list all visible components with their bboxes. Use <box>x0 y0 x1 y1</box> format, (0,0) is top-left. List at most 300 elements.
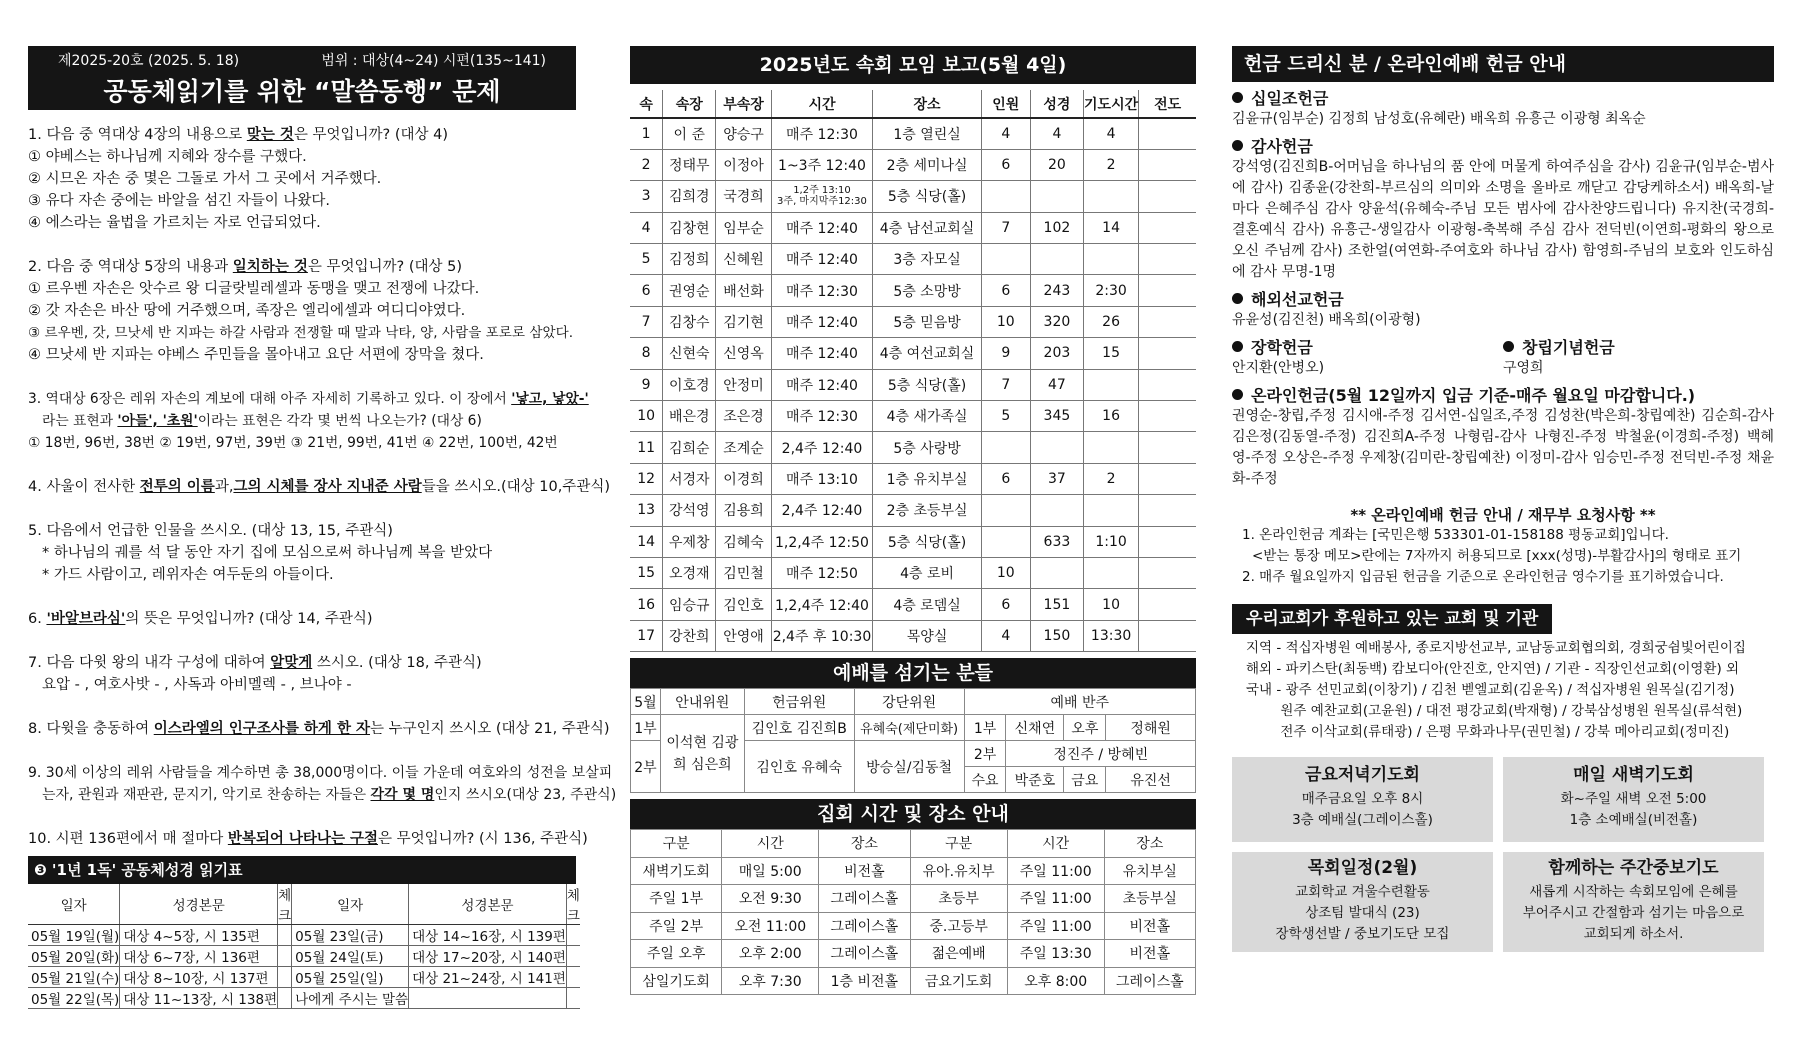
meeting-row <box>630 306 1196 337</box>
meeting-cell <box>1139 495 1196 526</box>
meeting-cell: 오경재 <box>663 557 716 588</box>
meeting-cell: 1,2,4주 12:50 <box>771 526 873 557</box>
schedule-cell: 초등부실 <box>1104 885 1195 913</box>
thanks-section-title <box>1232 136 1774 157</box>
meeting-cell: 안영애 <box>716 620 771 651</box>
meeting-cell <box>981 432 1030 463</box>
meeting-cell <box>1139 557 1196 588</box>
question-1 <box>28 124 576 234</box>
meeting-cell: 우제창 <box>663 526 716 557</box>
q10-keyword: 반복되어 나타나는 구절 <box>227 831 379 847</box>
accompanist-service: 금요 <box>1064 767 1106 793</box>
reading-cell: 05월 24일(토) <box>292 946 409 967</box>
q2-option: ② 갓 자손은 바산 땅에 거주했으며, 족장은 엘리에셀과 여디디야였다. <box>28 303 466 319</box>
box-title: 목회일정(2월) <box>1307 858 1418 878</box>
online-names: 권영순-창립,주정 김시애-주정 김서연-십일조,주정 김성찬(박은희-창립예찬) 김순희-감사 김은정(김동열-주정) 김진희A-주정 나형림-감사 나형진-주정 박철윤(이경희-주정) 백혜영-주정 오상은-주정 우제창(김미란-창립예찬) 이정미-감사 임승민-주정 전덕빈-주정 채윤화-주정 <box>1232 408 1774 487</box>
meeting-cell <box>1030 181 1083 212</box>
meeting-cell: 매주 13:10 <box>771 463 873 494</box>
reading-cell <box>278 925 292 946</box>
meeting-row <box>630 181 1196 212</box>
meeting-cell <box>1139 589 1196 620</box>
meeting-cell: 이경희 <box>716 463 771 494</box>
meeting-cell: 9 <box>630 369 663 400</box>
box-line: 부어주시고 간절함과 섬기는 마음으로 <box>1522 905 1745 921</box>
schedule-cell: 오후 8:00 <box>1007 967 1104 995</box>
q2-text-post: 은 무엇입니까? (대상 5) <box>307 259 463 275</box>
part-1-label: 1부 <box>631 715 661 741</box>
supported-churches-list <box>1232 638 1774 743</box>
meeting-cell: 4 <box>1030 118 1083 149</box>
meeting-cell: 4층 남선교회실 <box>873 212 981 243</box>
meeting-cell: 26 <box>1083 306 1138 337</box>
online-notice-title: ** 온라인예배 헌금 안내 / 재무부 요청사항 ** <box>1350 506 1656 524</box>
supported-churches-title: 우리교회가 후원하고 있는 교회 및 기관 <box>1232 604 1552 634</box>
meeting-cell: 16 <box>1083 401 1138 432</box>
meeting-cell: 5층 식당(홀) <box>873 181 981 212</box>
meeting-cell: 3 <box>630 181 663 212</box>
q10-text-2: 은 무엇입니까? (시 136, 주관식) <box>378 831 588 847</box>
meeting-cell: 양승구 <box>716 118 771 149</box>
reading-header-cell: 체크 <box>278 884 292 925</box>
question-6 <box>28 608 576 630</box>
q3-text: 3. 역대상 6장은 레위 자손의 계보에 대해 아주 자세히 기록하고 있다. 이 장에서 <box>28 391 512 407</box>
box-line: 1층 소예배실(비전홀) <box>1569 812 1698 828</box>
founding-names: 구영희 <box>1503 360 1544 376</box>
scholar-names: 안지환(안병오) <box>1232 360 1325 376</box>
meeting-row <box>630 495 1196 526</box>
meeting-row <box>630 369 1196 400</box>
quiz-column <box>28 46 617 1009</box>
meeting-cell: 강찬희 <box>663 620 716 651</box>
meeting-cell <box>1139 275 1196 306</box>
meeting-row <box>630 463 1196 494</box>
meeting-cell: 김창현 <box>663 212 716 243</box>
meeting-cell <box>1030 432 1083 463</box>
reading-range: 범위 : 대상(4~24) 시편(135~141) <box>321 53 546 69</box>
meeting-cell <box>1083 557 1138 588</box>
question-3 <box>28 388 589 454</box>
schedule-table <box>630 829 1196 995</box>
meeting-row <box>630 338 1196 369</box>
tithe-title: 십일조헌금 <box>1251 89 1329 108</box>
altar-part-2: 방승실/김동철 <box>854 741 964 793</box>
meeting-cell <box>1083 495 1138 526</box>
meeting-cell <box>1139 401 1196 432</box>
q8-text-2: 는 누구인지 쓰시오 (대상 21, 주관식) <box>370 721 610 737</box>
q6-number: 6. <box>28 611 47 627</box>
q9-keyword: 각각 몇 명 <box>370 787 435 803</box>
meeting-cell: 매주 12:30 <box>771 118 873 149</box>
schedule-cell: 오후 2:00 <box>722 940 819 968</box>
meeting-header-cell: 인원 <box>981 90 1030 118</box>
reading-plan-title: ❸ '1년 1독' 공동체성경 읽기표 <box>28 856 576 884</box>
mission-names: 유윤성(김진천) 배옥희(이광형) <box>1232 312 1421 328</box>
meeting-cell: 150 <box>1030 620 1083 651</box>
box-line: 새롭게 시작하는 속회모임에 은혜를 <box>1529 884 1738 900</box>
meeting-header-cell: 시간 <box>771 90 873 118</box>
meeting-cell: 2층 세미나실 <box>873 149 981 180</box>
meeting-cell: 4층 새가족실 <box>873 401 981 432</box>
q9-text-3: 인지 쓰시오(대상 23, 주관식) <box>434 787 617 803</box>
meeting-cell: 김기현 <box>716 306 771 337</box>
q8-text: 8. 다윗을 충동하여 <box>28 721 154 737</box>
q4-keyword-2: 그의 시체를 장사 지내준 사람 <box>233 479 422 495</box>
meeting-cell: 10 <box>981 557 1030 588</box>
offering-header: 헌금위원 <box>744 689 854 715</box>
mission-section-title <box>1232 289 1774 310</box>
church-line: 전주 이삭교회(류태광) / 은평 무화과나무(권민철) / 강북 메아리교회(정미진) <box>1246 724 1730 740</box>
meeting-cell: 강석영 <box>663 495 716 526</box>
meeting-cell: 2 <box>1083 149 1138 180</box>
schedule-cell: 유아.유치부 <box>910 857 1007 885</box>
meeting-row <box>630 149 1196 180</box>
meeting-report-title: 2025년도 속회 모임 보고(5월 4일) <box>630 46 1196 84</box>
meeting-cell: 배선화 <box>716 275 771 306</box>
founding-section-title <box>1503 337 1774 358</box>
meeting-cell: 1층 열린실 <box>873 118 981 149</box>
meeting-cell: 20 <box>1030 149 1083 180</box>
accompanist-service: 1부 <box>964 715 1006 741</box>
box-line: 교회되게 하소서. <box>1583 926 1684 942</box>
meeting-cell: 14 <box>630 526 663 557</box>
meeting-cell: 조계순 <box>716 432 771 463</box>
q9-text-2: 는자, 관원과 재판관, 문지기, 악기로 찬송하는 자들은 <box>42 787 371 803</box>
q2-option: ④ 므낫세 반 지파는 야베스 주민들을 몰아내고 요단 서편에 장막을 쳤다. <box>28 347 484 363</box>
meeting-cell: 이정아 <box>716 149 771 180</box>
usher-header: 안내위원 <box>660 689 744 715</box>
schedule-row <box>631 940 1196 968</box>
reading-cell: 나에게 주시는 말씀 <box>292 988 409 1009</box>
dawn-prayer-box <box>1503 757 1764 842</box>
q3-text-3: 이라는 표현은 각각 몇 번씩 나오는가? (대상 6) <box>197 413 482 429</box>
meeting-cell <box>1139 181 1196 212</box>
q1-option: ② 시므온 자손 중 몇은 그돌로 가서 그 곳에서 거주했다. <box>28 171 382 187</box>
meeting-cell: 6 <box>981 463 1030 494</box>
meeting-cell: 임승규 <box>663 589 716 620</box>
meeting-cell: 매주 12:30 <box>771 401 873 432</box>
meeting-cell: 47 <box>1030 369 1083 400</box>
meeting-report-table <box>630 90 1196 652</box>
box-line: 장학생선발 / 중보기도단 모집 <box>1275 926 1450 942</box>
schedule-header-cell: 구분 <box>910 830 1007 858</box>
tithe-section-title <box>1232 88 1774 109</box>
meeting-cell: 2,4주 후 10:30 <box>771 620 873 651</box>
schedule-header-cell: 시간 <box>1007 830 1104 858</box>
meeting-cell: 2,4주 12:40 <box>771 432 873 463</box>
offering-part-1: 김인호 김진희B <box>744 715 854 741</box>
meeting-cell: 2 <box>1083 463 1138 494</box>
schedule-cell: 오전 11:00 <box>722 912 819 940</box>
meeting-cell <box>1139 118 1196 149</box>
meeting-cell: 1 <box>630 118 663 149</box>
reading-header-cell: 일자 <box>292 884 409 925</box>
schedule-row <box>631 912 1196 940</box>
schedule-cell: 금요기도회 <box>910 967 1007 995</box>
meeting-cell: 4층 로뎀실 <box>873 589 981 620</box>
meeting-cell: 4 <box>630 212 663 243</box>
schedule-row <box>631 885 1196 913</box>
meeting-cell: 15 <box>1083 338 1138 369</box>
schedule-header-cell: 장소 <box>819 830 910 858</box>
reading-row <box>28 967 580 988</box>
box-line: 교회학교 겨울수련활동 <box>1295 884 1430 900</box>
worship-servers-table <box>630 688 1196 793</box>
meeting-cell: 10 <box>1083 589 1138 620</box>
church-line: 지역 - 적십자병원 예배봉사, 종로지방선교부, 교남동교회협의회, 경희궁쉼빛어린이집 <box>1246 640 1746 656</box>
meeting-cell <box>1083 432 1138 463</box>
meeting-cell: 11 <box>630 432 663 463</box>
meeting-cell <box>981 495 1030 526</box>
issue-number: 제2025-20호 (2025. 5. 18) <box>58 53 240 69</box>
meeting-cell: 1~3주 12:40 <box>771 149 873 180</box>
meeting-cell: 6 <box>981 149 1030 180</box>
reading-cell <box>409 988 567 1009</box>
worship-servers-title: 예배를 섬기는 분들 <box>630 658 1196 688</box>
schedule-cell: 주일 오후 <box>631 940 722 968</box>
accompanist-service: 오후 <box>1064 715 1106 741</box>
q2-option: ① 르우벤 자손은 앗수르 왕 디글랏빌레셀과 동맹을 맺고 전쟁에 나갔다. <box>28 281 480 297</box>
meeting-cell: 4 <box>981 620 1030 651</box>
schedule-cell: 그레이스홀 <box>819 912 910 940</box>
reading-cell: 대상 4~5장, 시 135편 <box>120 925 278 946</box>
weekly-prayer-box <box>1503 852 1764 952</box>
meeting-cell: 2:30 <box>1083 275 1138 306</box>
meeting-cell <box>1030 557 1083 588</box>
meeting-cell: 서경자 <box>663 463 716 494</box>
schedule-cell: 젊은예배 <box>910 940 1007 968</box>
meeting-header-cell: 장소 <box>873 90 981 118</box>
meeting-cell: 이 준 <box>663 118 716 149</box>
meeting-cell: 권영순 <box>663 275 716 306</box>
meeting-cell: 6 <box>981 589 1030 620</box>
meeting-cell <box>1139 432 1196 463</box>
accompanist-name: 유진선 <box>1106 767 1196 793</box>
q5-hint: * 하나님의 궤를 석 달 동안 자기 집에 모심으로써 하나님께 복을 받았다 <box>42 545 493 561</box>
meeting-cell: 203 <box>1030 338 1083 369</box>
meeting-cell: 매주 12:40 <box>771 369 873 400</box>
meeting-cell: 5 <box>981 401 1030 432</box>
q1-option: ④ 에스라는 율법을 가르치는 자로 언급되었다. <box>28 215 321 231</box>
meeting-cell: 10 <box>630 401 663 432</box>
meeting-cell: 김혜숙 <box>716 526 771 557</box>
meeting-cell: 4층 로비 <box>873 557 981 588</box>
meeting-cell: 김인호 <box>716 589 771 620</box>
q7-text-2: 쓰시오. (대상 18, 주관식) <box>312 655 482 671</box>
q4-text-3: 들을 쓰시오.(대상 10,주관식) <box>421 479 610 495</box>
meeting-cell: 5층 식당(홀) <box>873 369 981 400</box>
reading-header-cell: 일자 <box>28 884 120 925</box>
reading-header-cell: 성경본문 <box>120 884 278 925</box>
reading-cell <box>278 988 292 1009</box>
schedule-cell: 비전홀 <box>1104 912 1195 940</box>
meeting-cell: 243 <box>1030 275 1083 306</box>
schedule-title: 집회 시간 및 장소 안내 <box>630 799 1196 829</box>
meeting-cell <box>1139 369 1196 400</box>
q5-hint: * 가드 사람이고, 레위자손 여두둔의 아들이다. <box>42 567 334 583</box>
meeting-cell: 정태무 <box>663 149 716 180</box>
q2-keyword: 일치하는 것 <box>232 259 308 275</box>
meeting-cell: 1:10 <box>1083 526 1138 557</box>
reading-row <box>28 988 580 1009</box>
meeting-cell: 매주 12:30 <box>771 275 873 306</box>
meeting-cell: 5층 소망방 <box>873 275 981 306</box>
meeting-cell <box>1083 369 1138 400</box>
q6-text: 의 뜻은 무엇입니까? (대상 14, 주관식) <box>125 611 373 627</box>
meeting-cell: 매주 12:40 <box>771 306 873 337</box>
meeting-cell: 5층 사랑방 <box>873 432 981 463</box>
reading-cell: 05월 22일(목) <box>28 988 120 1009</box>
q6-keyword: '바알브라심' <box>46 611 126 627</box>
reading-cell: 대상 8~10장, 시 137편 <box>120 967 278 988</box>
reading-cell <box>566 925 580 946</box>
meeting-cell: 국경희 <box>716 181 771 212</box>
meeting-row <box>630 620 1196 651</box>
box-line: 화~주일 새벽 오전 5:00 <box>1560 791 1707 807</box>
meeting-column <box>630 46 1196 995</box>
schedule-row <box>631 857 1196 885</box>
schedule-cell: 주일 1부 <box>631 885 722 913</box>
scholar-founding-row <box>1232 331 1774 379</box>
meeting-cell <box>981 526 1030 557</box>
meeting-cell: 6 <box>630 275 663 306</box>
meeting-cell: 345 <box>1030 401 1083 432</box>
notice-line: 1. 온라인헌금 계좌는 [국민은행 533301-01-158188 평동교회]입니다. <box>1242 527 1669 543</box>
church-line: 국내 - 광주 선민교회(이창기) / 김천 벧엘교회(김윤옥) / 적십자병원 원목실(김기정) <box>1246 682 1735 698</box>
mission-title: 해외선교헌금 <box>1251 290 1344 309</box>
meeting-cell: 신현숙 <box>663 338 716 369</box>
schedule-cell: 중.고등부 <box>910 912 1007 940</box>
usher-names: 이석현 김광희 심은희 <box>660 715 744 793</box>
meeting-header-cell: 성경 <box>1030 90 1083 118</box>
meeting-cell: 4 <box>1083 118 1138 149</box>
accompanist-service: 2부 <box>964 741 1006 767</box>
altar-part-1: 유혜숙(제단미화) <box>854 715 964 741</box>
info-boxes <box>1232 757 1774 952</box>
reading-cell <box>566 946 580 967</box>
reading-plan-table <box>28 884 580 1009</box>
schedule-cell: 새벽기도회 <box>631 857 722 885</box>
schedule-cell: 삼일기도회 <box>631 967 722 995</box>
meeting-cell: 김민철 <box>716 557 771 588</box>
question-10 <box>28 828 588 850</box>
q8-keyword: 이스라엘의 인구조사를 하게 한 자 <box>153 721 371 737</box>
meeting-cell: 목양실 <box>873 620 981 651</box>
meeting-header-cell: 속장 <box>663 90 716 118</box>
meeting-cell: 7 <box>981 212 1030 243</box>
online-title: 온라인헌금(5월 12일까지 입금 기준-매주 월요일 마감합니다.) <box>1251 386 1696 405</box>
meeting-cell: 매주 12:40 <box>771 338 873 369</box>
reading-cell: 대상 11~13장, 시 138편 <box>120 988 278 1009</box>
question-5 <box>28 520 576 586</box>
schedule-cell: 유치부실 <box>1104 857 1195 885</box>
schedule-cell: 매일 5:00 <box>722 857 819 885</box>
accompanist-name: 박준호 <box>1006 767 1064 793</box>
meeting-cell: 320 <box>1030 306 1083 337</box>
meeting-cell: 신혜원 <box>716 244 771 275</box>
bullet-icon <box>1232 140 1243 151</box>
reading-header-cell: 체크 <box>566 884 580 925</box>
meeting-cell: 10 <box>981 306 1030 337</box>
meeting-cell <box>1030 495 1083 526</box>
meeting-cell: 2층 초등부실 <box>873 495 981 526</box>
part-2-label: 2부 <box>631 741 661 793</box>
church-line: 원주 예찬교회(고윤원) / 대전 평강교회(박재형) / 강북삼성병원 원목실(류석현) <box>1246 703 1743 719</box>
q2-option: ③ 르우벤, 갓, 므낫세 반 지파는 하갈 사람과 전쟁할 때 말과 낙타, 양, 사람을 포로로 삼았다. <box>28 325 574 341</box>
online-notice-list <box>1232 525 1774 588</box>
schedule-cell: 주일 11:00 <box>1007 885 1104 913</box>
question-7 <box>28 652 576 696</box>
bullet-icon <box>1232 389 1243 400</box>
box-line: 3층 예배실(그레이스홀) <box>1292 812 1433 828</box>
q5-text: 5. 다음에서 언급한 인물을 쓰시오. (대상 13, 15, 주관식) <box>28 523 393 539</box>
meeting-cell: 9 <box>981 338 1030 369</box>
meeting-cell: 김희경 <box>663 181 716 212</box>
q3-keyword-2: '아들', '초원' <box>117 413 198 429</box>
meeting-cell: 633 <box>1030 526 1083 557</box>
thanks-title: 감사헌금 <box>1251 137 1313 156</box>
schedule-row <box>631 967 1196 995</box>
reading-cell: 대상 17~20장, 시 140편 <box>409 946 567 967</box>
q4-text: 4. 사울이 전사한 <box>28 479 140 495</box>
q9-text: 9. 30세 이상의 레위 사람들을 계수하면 총 38,000명이다. 이들 가운데 여호와의 성전을 보살피 <box>28 765 613 781</box>
meeting-cell <box>1139 526 1196 557</box>
reading-cell: 대상 6~7장, 시 136편 <box>120 946 278 967</box>
meeting-cell: 1층 유치부실 <box>873 463 981 494</box>
accompanist-header: 예배 반주 <box>964 689 1195 715</box>
meeting-cell <box>1139 212 1196 243</box>
thanks-names: 강석영(김진희B-어머님을 하나님의 품 안에 머물게 하여주심을 감사) 김윤규(임부순-범사에 감사) 김종윤(강찬희-부르심의 의미와 소명을 올바로 깨닫고 감당케하소서) 배옥희-날마다 은혜주심 감사 양윤석(유혜숙-주님 모든 범사에 감사찬양드립니다) 유지찬(국경희-결혼예식 감사) 유흥근-생일감사 이광형-축복해 주심 감사 전덕빈(이연희-평화의 왕으로 오신 주님께 감사) 조한얼(여연화-주여호와 하나님 감사) 함영희-주님의 보호와 인도하심에 감사 무명-1명 <box>1232 159 1774 280</box>
meeting-cell: 매주 12:40 <box>771 212 873 243</box>
meeting-row <box>630 244 1196 275</box>
meeting-cell: 1,2,4주 12:40 <box>771 589 873 620</box>
meeting-cell <box>1139 620 1196 651</box>
meeting-row <box>630 526 1196 557</box>
meeting-cell: 신영옥 <box>716 338 771 369</box>
church-line: 해외 - 파키스탄(최동백) 캄보디아(안진호, 안지연) / 기관 - 직장인선교회(이영환) 외 <box>1246 661 1740 677</box>
schedule-cell: 초등부 <box>910 885 1007 913</box>
question-4 <box>28 476 610 498</box>
tithe-names: 김윤규(임부순) 김정희 남성호(유혜란) 배옥희 유흥근 이광형 최옥순 <box>1232 111 1646 127</box>
meeting-cell: 5층 믿음방 <box>873 306 981 337</box>
box-title: 매일 새벽기도회 <box>1573 765 1694 785</box>
box-line: 매주금요일 오후 8시 <box>1301 791 1424 807</box>
box-title: 금요저녁기도회 <box>1305 765 1420 785</box>
notice-line: 2. 매주 월요일까지 입금된 헌금을 기준으로 온라인헌금 영수기를 표기하였습니다. <box>1242 569 1724 585</box>
meeting-cell: 37 <box>1030 463 1083 494</box>
meeting-cell: 7 <box>981 369 1030 400</box>
accompanist-name: 정해원 <box>1106 715 1196 741</box>
offering-column <box>1232 46 1774 952</box>
q10-text: 10. 시편 136편에서 매 절마다 <box>28 831 228 847</box>
quiz-header <box>28 46 576 110</box>
meeting-header-cell: 기도시간 <box>1083 90 1138 118</box>
meeting-cell: 안정미 <box>716 369 771 400</box>
meeting-cell <box>1083 181 1138 212</box>
schedule-cell: 비전홀 <box>1104 940 1195 968</box>
question-9 <box>28 762 617 806</box>
meeting-cell: 이호경 <box>663 369 716 400</box>
q7-keyword: 알맞게 <box>270 655 313 671</box>
meeting-cell: 13 <box>630 495 663 526</box>
meeting-cell: 3층 자모실 <box>873 244 981 275</box>
offering-title: 헌금 드리신 분 / 온라인예배 헌금 안내 <box>1232 46 1774 82</box>
reading-cell: 05월 23일(금) <box>292 925 409 946</box>
meeting-row <box>630 118 1196 149</box>
accompanist-name: 정진주 / 방혜빈 <box>1006 741 1196 767</box>
q1-text-post: 은 무엇입니까? (대상 4) <box>293 127 449 143</box>
meeting-cell <box>981 181 1030 212</box>
accompanist-name: 신채연 <box>1006 715 1064 741</box>
